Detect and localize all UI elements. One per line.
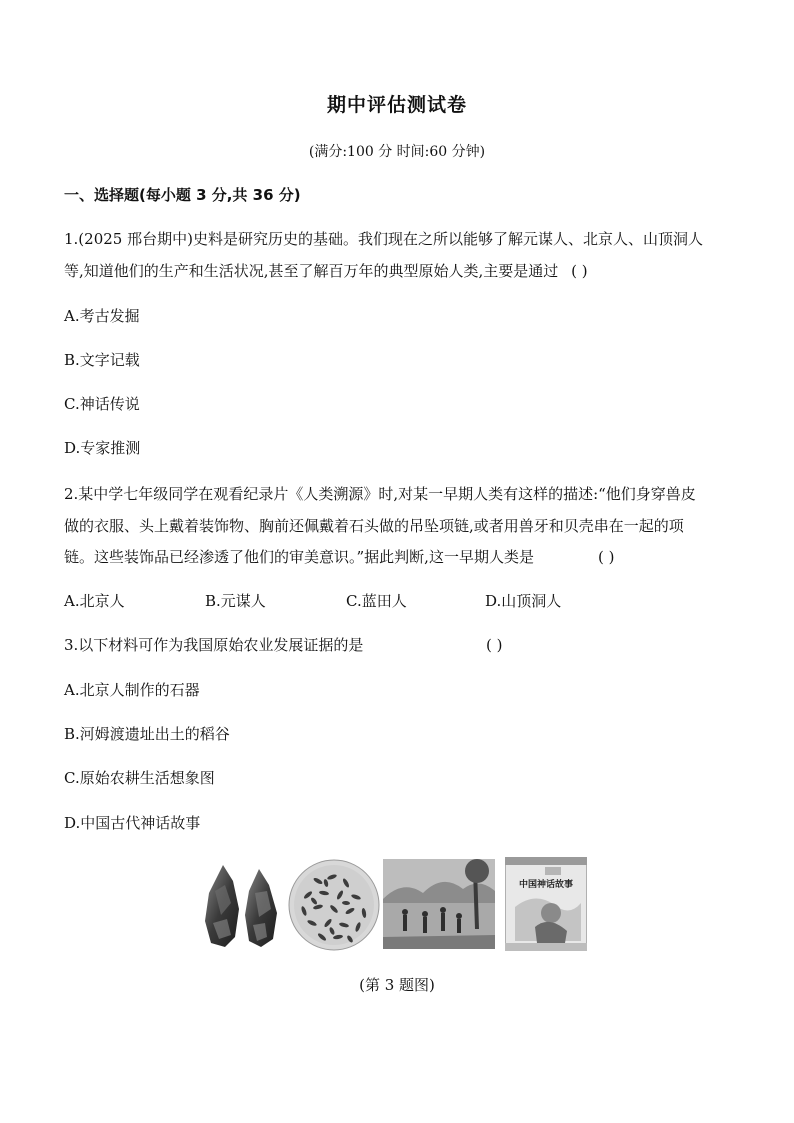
q3-option-b: B.河姆渡遗址出土的稻谷 xyxy=(64,725,230,743)
q2-text: 链。这些装饰品已经渗透了他们的审美意识。”据此判断,这一早期人类是 xyxy=(64,548,534,566)
exam-info: (满分:100 分 时间:60 分钟) xyxy=(308,144,486,160)
q2-option-d: D.山顶洞人 xyxy=(485,592,562,610)
section-heading: 一、选择题(每小题 3 分,共 36 分) xyxy=(64,186,301,204)
rice-grains-image xyxy=(288,859,380,951)
q1-option-a: A.考古发掘 xyxy=(64,307,140,325)
q1-option-b: B.文字记载 xyxy=(64,351,140,369)
q2-option-c: C.蓝田人 xyxy=(346,592,407,610)
q3-option-a: A.北京人制作的石器 xyxy=(64,681,200,699)
farming-scene-image xyxy=(383,859,495,949)
book-title: 中国神话故事 xyxy=(518,880,574,890)
q1-text-line1: 1.(2025 邢台期中)史料是研究历史的基础。我们现在之所以能够了解元谋人、北京人、山顶洞人 xyxy=(64,230,703,248)
q2-text-line2: 做的衣服、头上戴着装饰物、胸前还佩戴着石头做的吊坠项链,或者用兽牙和贝壳串在一起的项 xyxy=(64,517,684,535)
q1-option-d: D.专家推测 xyxy=(64,439,141,457)
q3-figures xyxy=(195,855,595,955)
q1-text-line2 xyxy=(64,261,588,281)
q1-answer-bracket: ( ) xyxy=(571,262,588,280)
q3-text-line1 xyxy=(64,635,664,655)
q3-text: 3.以下材料可作为我国原始农业发展证据的是 xyxy=(64,636,364,654)
q2-text-line3 xyxy=(64,547,615,567)
q2-text-line1: 2.某中学七年级同学在观看纪录片《人类溯源》时,对某一早期人类有这样的描述:“他们身穿兽皮 xyxy=(64,485,696,503)
q2-option-b: B.元谋人 xyxy=(205,592,266,610)
q3-answer-bracket: ( ) xyxy=(486,636,503,654)
page-title: 期中评估测试卷 xyxy=(326,94,467,116)
q1-text: 等,知道他们的生产和生活状况,甚至了解百万年的典型原始人类,主要是通过 xyxy=(64,262,559,280)
mythology-book-image xyxy=(505,857,587,951)
q2-answer-bracket: ( ) xyxy=(598,548,615,566)
stone-tools-image xyxy=(201,863,281,949)
figure-caption: (第 3 题图) xyxy=(359,976,435,994)
q1-option-c: C.神话传说 xyxy=(64,395,140,413)
q3-option-d: D.中国古代神话故事 xyxy=(64,814,201,832)
q3-option-c: C.原始农耕生活想象图 xyxy=(64,769,215,787)
q2-option-a: A.北京人 xyxy=(64,592,125,610)
